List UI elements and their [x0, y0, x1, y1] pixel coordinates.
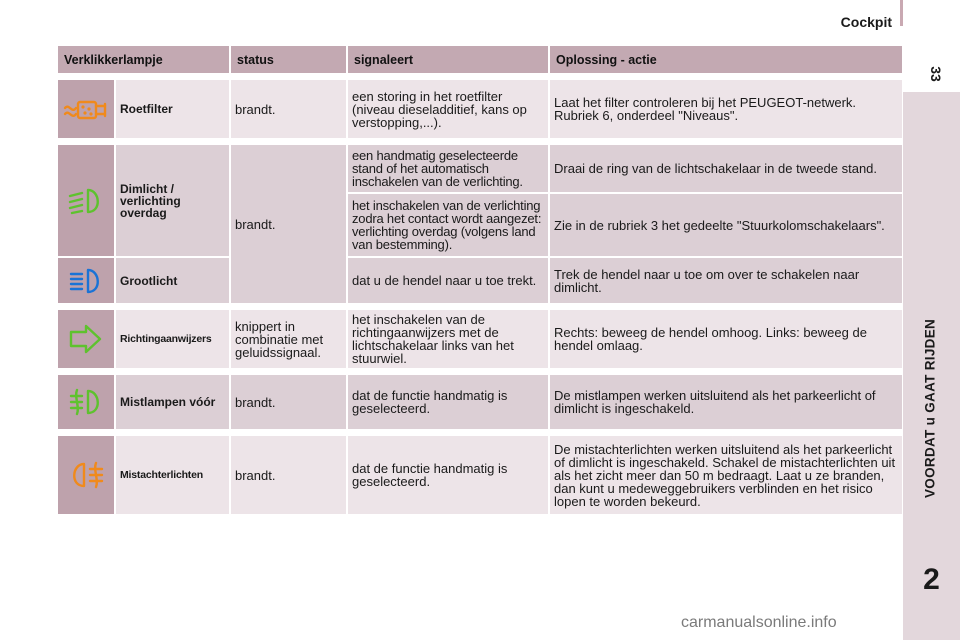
lamp-action: De mistlampen werken uitsluitend als het parkeerlicht of dimlicht is ingeschakeld.: [550, 375, 902, 429]
icon-cell: [58, 436, 114, 514]
lamp-signal: dat de functie handmatig is geselecteerd.: [348, 436, 548, 514]
header-lamp: Verklikkerlampje: [58, 46, 229, 73]
lamp-action: Draai de ring van de lichtschakelaar in de tweede stand.: [550, 145, 902, 192]
chapter-side-title: VOORDAT u GAAT RIJDEN: [922, 318, 938, 498]
warning-lamps-table: [56, 44, 904, 516]
lamp-status: knippert in combinatie met geluidssignaal.: [231, 310, 346, 368]
lamp-name: Mistachterlichten: [116, 436, 229, 514]
lamp-action: De mistachterlichten werken uitsluitend als het parkeerlicht of dimlicht is ingeschakeld. Schakel de mistachterlichten uit als het zicht meer dan 50 m bedraagt. Laat u ze branden, dan kunt u medeweggebruikers verblinden en het risico lopen te worden bekeurd.: [550, 436, 902, 514]
table-header-row: [58, 46, 902, 73]
direction-indicator-icon: [66, 322, 106, 356]
lamp-status: brandt.: [231, 145, 346, 303]
lamp-signal: dat u de hendel naar u toe trekt.: [348, 258, 548, 303]
rear-fog-lamp-icon: [66, 460, 106, 490]
lamp-action: Rechts: beweeg de hendel omhoog. Links: beweeg de hendel omlaag.: [550, 310, 902, 368]
icon-cell: [58, 145, 114, 256]
header-signal: signaleert: [348, 46, 548, 73]
lamp-name: Grootlicht: [116, 258, 229, 303]
page-title: Cockpit: [840, 14, 892, 30]
page-number: 33: [928, 66, 944, 82]
title-rule: [900, 0, 903, 26]
table-row: [58, 310, 902, 368]
lamp-action: Laat het filter controleren bij het PEUGEOT-netwerk. Rubriek 6, onderdeel "Niveaus".: [550, 80, 902, 138]
lamp-name: Dimlicht / verlichting overdag: [116, 145, 229, 256]
watermark: carmanualsonline.info: [681, 614, 837, 631]
lamp-status: brandt.: [231, 375, 346, 429]
lamp-name: Richtingaanwijzers: [116, 310, 229, 368]
lamp-signal: het inschakelen van de richtingaanwijzers met de lichtschakelaar links van het stuurwiel.: [348, 310, 548, 368]
icon-cell: [58, 375, 114, 429]
table-row: [58, 258, 902, 303]
header-action: Oplossing - actie: [550, 46, 902, 73]
dipped-beam-icon: [66, 186, 106, 216]
lamp-action: Zie in de rubriek 3 het gedeelte "Stuurkolomschakelaars".: [550, 194, 902, 256]
chapter-number: 2: [923, 563, 940, 596]
lamp-signal: dat de functie handmatig is geselecteerd.: [348, 375, 548, 429]
lamp-signal: het inschakelen van de verlichting zodra het contact wordt aangezet: verlichting overdag (volgens land van bestemming).: [348, 194, 548, 256]
front-fog-lamp-icon: [66, 387, 106, 417]
lamp-name: Mistlampen vóór: [116, 375, 229, 429]
table-row: [58, 145, 902, 192]
table-row: [58, 436, 902, 514]
table-row: [58, 80, 902, 138]
lamp-signal: een handmatig geselecteerde stand of het automatisch inschakelen van de verlichting.: [348, 145, 548, 192]
diesel-particle-filter-icon: [61, 94, 111, 124]
lamp-name: Roetfilter: [116, 80, 229, 138]
header-status: status: [231, 46, 346, 73]
icon-cell: [58, 258, 114, 303]
table-row: [58, 375, 902, 429]
lamp-status: brandt.: [231, 80, 346, 138]
lamp-status: brandt.: [231, 436, 346, 514]
main-beam-icon: [66, 266, 106, 296]
icon-cell: [58, 80, 114, 138]
lamp-signal: een storing in het roetfilter (niveau dieseladditief, kans op verstopping,...).: [348, 80, 548, 138]
lamp-action: Trek de hendel naar u toe om over te schakelen naar dimlicht.: [550, 258, 902, 303]
icon-cell: [58, 310, 114, 368]
